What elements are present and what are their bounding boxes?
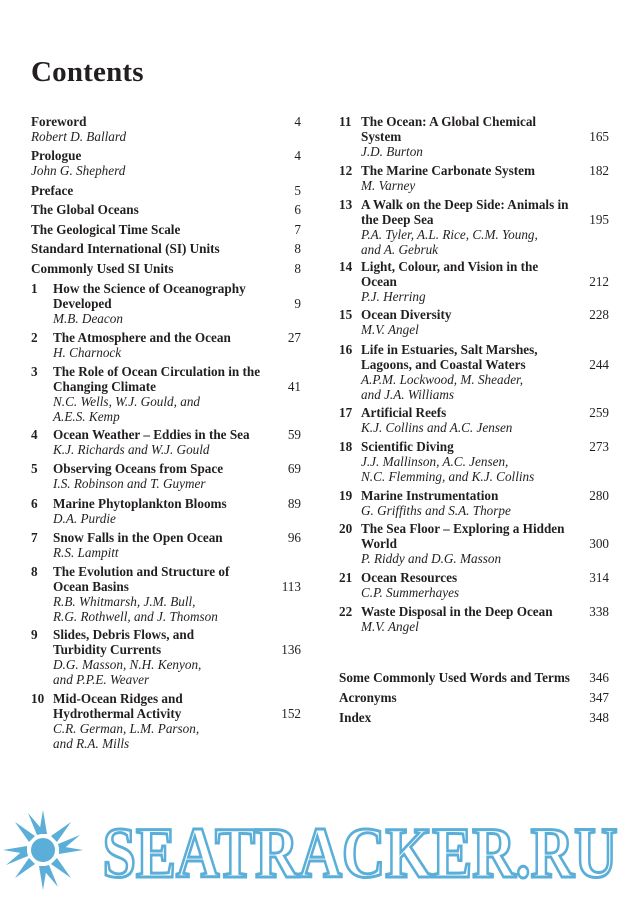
entry-authors: M.V. Angel — [361, 322, 419, 337]
entry-authors: C.P. Summerhayes — [361, 585, 460, 600]
toc-entry[interactable] — [31, 627, 301, 687]
entry-authors: and A. Gebruk — [361, 242, 439, 257]
page-number: 136 — [281, 642, 301, 657]
page-number: 8 — [294, 241, 301, 256]
toc-entry[interactable] — [339, 439, 609, 484]
page-number: 244 — [589, 357, 609, 372]
chapter-number: 4 — [31, 427, 38, 442]
page-number: 165 — [589, 129, 609, 144]
entry-authors: P. Riddy and D.G. Masson — [361, 551, 502, 566]
entry-title: The Marine Carbonate System — [361, 163, 535, 178]
entry-authors: K.J. Richards and W.J. Gould — [53, 442, 210, 457]
entry-title: Snow Falls in the Open Ocean — [53, 530, 223, 545]
entry-title: Life in Estuaries, Salt Marshes, Lagoons, and Coastal Waters — [361, 342, 538, 372]
toc-entry[interactable] — [339, 307, 609, 337]
page-number: 195 — [589, 212, 609, 227]
toc-entry[interactable] — [31, 330, 301, 360]
entry-authors: G. Griffiths and S.A. Thorpe — [361, 503, 511, 518]
sun-icon — [3, 810, 83, 890]
entry-title: Waste Disposal in the Deep Ocean — [361, 604, 553, 619]
toc-entry[interactable] — [339, 114, 609, 159]
entry-title: Light, Colour, and Vision in the Ocean — [361, 259, 539, 289]
page-number: 41 — [287, 379, 301, 394]
toc-entry[interactable] — [31, 530, 301, 560]
entry-title: The Sea Floor – Exploring a Hidden World — [361, 521, 565, 551]
toc-entry[interactable] — [31, 281, 301, 326]
page-number: 7 — [294, 222, 301, 237]
chapter-number: 16 — [339, 342, 353, 357]
chapter-number: 12 — [339, 163, 353, 178]
page-number: 300 — [589, 536, 609, 551]
entry-title: How the Science of Oceanography Developed — [53, 281, 246, 311]
toc-entry[interactable] — [31, 183, 301, 198]
entry-authors: M.V. Angel — [361, 619, 419, 634]
entry-authors: N.C. Flemming, and K.J. Collins — [361, 469, 535, 484]
entry-authors: and R.A. Mills — [53, 736, 130, 751]
chapter-number: 11 — [339, 114, 352, 129]
entry-title: Scientific Diving — [361, 439, 454, 454]
entry-authors: M.B. Deacon — [53, 311, 123, 326]
chapter-number: 8 — [31, 564, 38, 579]
entry-authors: K.J. Collins and A.C. Jensen — [361, 420, 513, 435]
chapter-number: 19 — [339, 488, 353, 503]
page-number: 152 — [281, 706, 301, 721]
entry-authors: D.G. Masson, N.H. Kenyon, — [53, 657, 202, 672]
page-number: 348 — [589, 710, 609, 725]
back-matter-entry[interactable] — [339, 670, 609, 685]
page-number: 59 — [287, 427, 301, 442]
page-number: 4 — [294, 148, 301, 163]
entry-authors: P.J. Herring — [361, 289, 426, 304]
page-number: 89 — [287, 496, 301, 511]
chapter-number: 9 — [31, 627, 38, 642]
entry-title: Artificial Reefs — [361, 405, 447, 420]
entry-authors: D.A. Purdie — [53, 511, 116, 526]
entry-title: A Walk on the Deep Side: Animals in the Deep Sea — [361, 197, 569, 227]
toc-entry[interactable] — [31, 427, 301, 457]
chapter-number: 6 — [31, 496, 38, 511]
svg-text:SEATRACKER.RU: SEATRACKER.RU — [102, 815, 618, 893]
entry-title: Ocean Weather – Eddies in the Sea — [53, 427, 250, 442]
entry-authors: H. Charnock — [53, 345, 122, 360]
toc-entry[interactable] — [339, 488, 609, 518]
toc-entry[interactable] — [31, 496, 301, 526]
page-number: 5 — [294, 183, 301, 198]
entry-title: The Global Oceans — [31, 202, 139, 217]
page-number: 280 — [589, 488, 609, 503]
page-number: 338 — [589, 604, 609, 619]
entry-authors: C.R. German, L.M. Parson, — [53, 721, 200, 736]
entry-authors: John G. Shepherd — [31, 163, 126, 178]
chapter-number: 3 — [31, 364, 38, 379]
entry-title: Ocean Resources — [361, 570, 458, 585]
entry-authors: A.E.S. Kemp — [53, 409, 120, 424]
toc-entry[interactable] — [31, 364, 301, 424]
entry-title: Slides, Debris Flows, and Turbidity Currents — [53, 627, 195, 657]
page-number: 69 — [287, 461, 301, 476]
toc-entry[interactable] — [339, 197, 609, 257]
page-number: 346 — [589, 670, 609, 685]
page-number: 96 — [287, 530, 301, 545]
page-number: 27 — [287, 330, 301, 345]
chapter-number: 17 — [339, 405, 353, 420]
page-number: 182 — [589, 163, 609, 178]
page-number: 273 — [589, 439, 609, 454]
entry-authors: Robert D. Ballard — [31, 129, 127, 144]
entry-title: Standard International (SI) Units — [31, 241, 220, 256]
toc-entry[interactable] — [339, 570, 609, 600]
toc-entry[interactable] — [31, 691, 301, 751]
entry-authors: and P.P.E. Weaver — [53, 672, 150, 687]
entry-title: Foreword — [31, 114, 87, 129]
entry-authors: M. Varney — [361, 178, 416, 193]
entry-title: Marine Instrumentation — [361, 488, 499, 503]
entry-authors: R.G. Rothwell, and J. Thomson — [53, 609, 218, 624]
chapter-number: 1 — [31, 281, 38, 296]
page-number: 113 — [281, 579, 301, 594]
chapter-number: 21 — [339, 570, 353, 585]
toc-entry[interactable] — [31, 261, 301, 276]
entry-authors: R.S. Lampitt — [53, 545, 119, 560]
back-matter-entry[interactable] — [339, 710, 609, 725]
toc-entry[interactable] — [31, 114, 301, 144]
page-number: 314 — [589, 570, 609, 585]
entry-title: The Evolution and Structure of Ocean Basins — [53, 564, 230, 594]
entry-title: The Ocean: A Global Chemical System — [361, 114, 537, 144]
entry-authors: R.B. Whitmarsh, J.M. Bull, — [53, 594, 196, 609]
page-title: Contents — [31, 56, 144, 88]
entry-title: Some Commonly Used Words and Terms — [339, 670, 570, 685]
toc-entry[interactable] — [31, 461, 301, 491]
page-number: 6 — [294, 202, 301, 217]
page-number: 9 — [294, 296, 301, 311]
entry-authors: A.P.M. Lockwood, M. Sheader, — [361, 372, 524, 387]
page-number: 4 — [294, 114, 301, 129]
entry-title: The Role of Ocean Circulation in the Changing Climate — [53, 364, 261, 394]
entry-authors: J.J. Mallinson, A.C. Jensen, — [361, 454, 509, 469]
entry-title: Observing Oceans from Space — [53, 461, 224, 476]
page-number: 259 — [589, 405, 609, 420]
chapter-number: 5 — [31, 461, 38, 476]
entry-title: Marine Phytoplankton Blooms — [53, 496, 227, 511]
chapter-number: 2 — [31, 330, 38, 345]
toc-entry[interactable] — [339, 342, 609, 402]
entry-title: The Atmosphere and the Ocean — [53, 330, 231, 345]
entry-title: Ocean Diversity — [361, 307, 452, 322]
watermark-text — [98, 815, 623, 895]
entry-title: Index — [339, 710, 372, 725]
toc-entry[interactable] — [31, 564, 301, 624]
toc-entry[interactable] — [339, 521, 609, 566]
chapter-number: 22 — [339, 604, 353, 619]
chapter-number: 13 — [339, 197, 353, 212]
page-number: 212 — [589, 274, 609, 289]
page-number: 8 — [294, 261, 301, 276]
chapter-number: 15 — [339, 307, 353, 322]
entry-title: Preface — [31, 183, 74, 198]
entry-title: Acronyms — [339, 690, 397, 705]
toc-entry[interactable] — [31, 148, 301, 178]
chapter-number: 18 — [339, 439, 353, 454]
entry-authors: I.S. Robinson and T. Guymer — [53, 476, 206, 491]
toc-entry[interactable] — [339, 163, 609, 193]
watermark-logo — [3, 800, 93, 890]
entry-authors: P.A. Tyler, A.L. Rice, C.M. Young, — [361, 227, 538, 242]
toc-entry[interactable] — [339, 604, 609, 634]
toc-entry[interactable] — [31, 202, 301, 217]
back-matter-entry[interactable] — [339, 690, 609, 705]
entry-authors: N.C. Wells, W.J. Gould, and — [53, 394, 201, 409]
page-number: 228 — [589, 307, 609, 322]
chapter-number: 7 — [31, 530, 38, 545]
toc-entry[interactable] — [31, 222, 301, 237]
entry-title: Prologue — [31, 148, 82, 163]
chapter-number: 20 — [339, 521, 353, 536]
toc-entry[interactable] — [31, 241, 301, 256]
chapter-number: 14 — [339, 259, 353, 274]
entry-authors: and J.A. Williams — [361, 387, 455, 402]
page-number: 347 — [589, 690, 609, 705]
entry-title: Commonly Used SI Units — [31, 261, 174, 276]
entry-authors: J.D. Burton — [361, 144, 423, 159]
entry-title: The Geological Time Scale — [31, 222, 181, 237]
toc-entry[interactable] — [339, 259, 609, 304]
entry-title: Mid-Ocean Ridges and Hydrothermal Activity — [53, 691, 183, 721]
chapter-number: 10 — [31, 691, 45, 706]
toc-entry[interactable] — [339, 405, 609, 435]
